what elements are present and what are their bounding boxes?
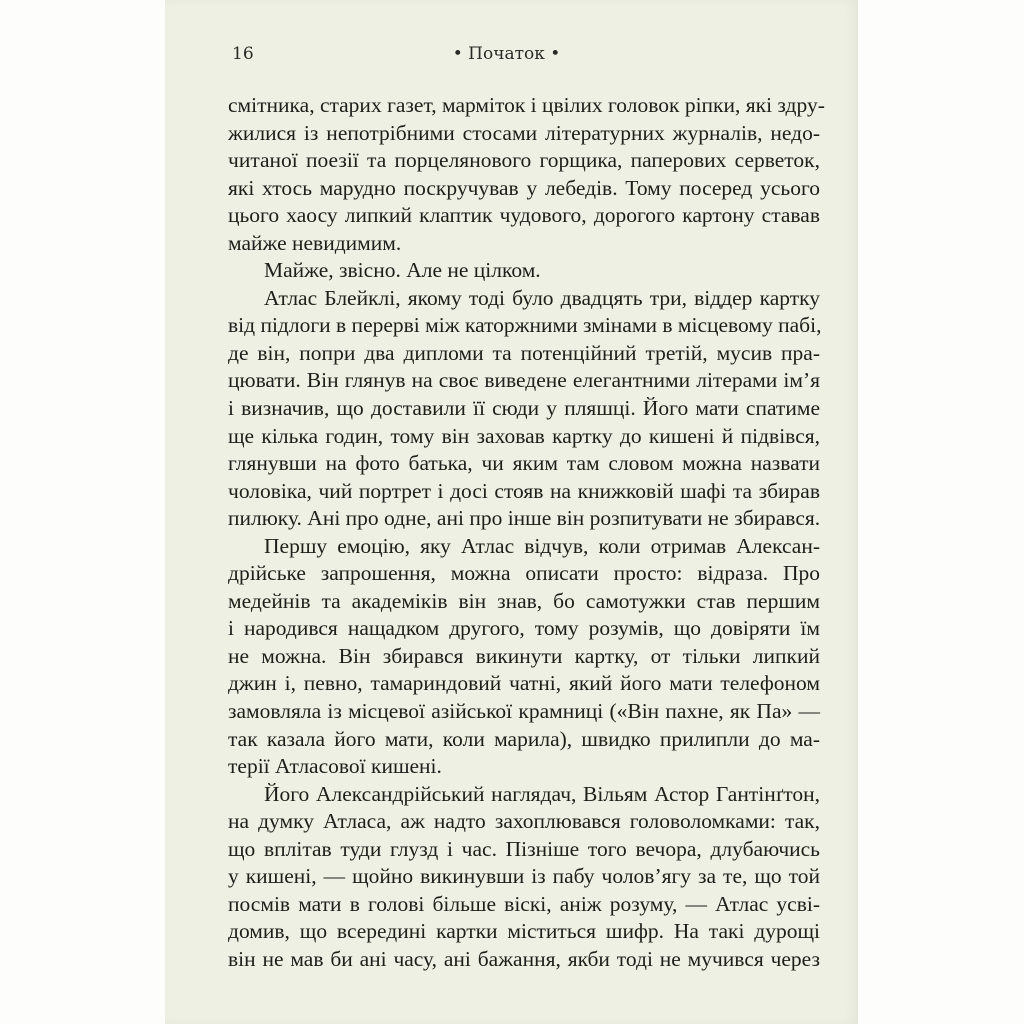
text-line: ще кілька годин, тому він заховав картку до кишені й підвівся, xyxy=(228,423,820,448)
text-line: так казала його мати, коли марила), швидко прилипли до ма- xyxy=(228,726,820,751)
running-title: • Початок • xyxy=(452,44,561,64)
text-line: медейнів та академіків він знав, бо самотужки став першим xyxy=(228,588,820,613)
text-line: і визначив, що доставили її сюди у пляшці. Його мати спатиме xyxy=(228,396,820,421)
text-line: у кишені, — щойно викинувши із пабу чолов’ягу за те, що той xyxy=(228,864,820,889)
text-line: смітника, старих газет, марміток і цвілих головок ріпки, які здру- xyxy=(228,93,825,117)
text-line: які хтось марудно поскручував у лебедів. Тому посеред усього xyxy=(228,175,820,200)
text-line: терії Атласової кишені. xyxy=(228,754,442,779)
text-line: цього хаосу липкий клаптик чудового, дорогого картону ставав xyxy=(228,203,820,228)
text-line: майже невидимим. xyxy=(228,230,402,255)
text-line: посмів мати в голові більше віскі, аніж розуму, — Атлас усві- xyxy=(228,891,820,916)
text-line: домив, що всередині картки міститься шифр. На такі дурощі xyxy=(228,919,820,944)
text-line: він не мав би ані часу, ані бажання, якби тоді не мучився через xyxy=(228,946,820,971)
page-number: 16 xyxy=(232,44,254,64)
text-line: що вплітав туди глузд і час. Пізніше того вечора, длубаючись xyxy=(228,836,820,861)
text-line: глянувши на фото батька, чи яким там словом можна назвати xyxy=(228,451,820,476)
text-line: цювати. Він глянув на своє виведене елегантними літерами ім’я xyxy=(228,368,820,393)
text-line: від підлоги в перерві між каторжними змінами в місцевому пабі, xyxy=(228,313,822,338)
text-line: дрійське запрошення, можна описати просто: відраза. Про xyxy=(228,561,820,586)
text-line: чоловіка, чий портрет і досі стояв на книжковій шафі та збирав xyxy=(228,478,820,503)
text-line: читаної поезії та порцелянового горщика, паперових серветок, xyxy=(228,148,820,173)
text-line: пилюку. Ані про одне, ані про інше він розпитувати не збирався. xyxy=(228,506,821,531)
book-page xyxy=(165,0,858,1024)
text-line: джин і, певно, тамариндовий чатні, який його мати телефоном xyxy=(228,671,820,696)
text-line: і народився нащадком другого, тому розумів, що довіряти їм xyxy=(228,616,820,641)
text-line: Його Александрійський наглядач, Вільям Астор Гантінґтон, xyxy=(264,781,820,806)
text-line: де він, попри два дипломи та потенційний третій, мусив пра- xyxy=(228,340,820,365)
text-line: Атлас Блейклі, якому тоді було двадцять три, віддер картку xyxy=(264,285,820,310)
text-line: жилися із непотрібними стосами літературних журналів, недо- xyxy=(228,120,820,145)
text-line: замовляла із місцевої азійської крамниці («Він пахне, як Па» — xyxy=(228,699,820,724)
body-text xyxy=(228,92,825,974)
text-line: Майже, звісно. Але не цілком. xyxy=(264,258,541,283)
text-line: не можна. Він збирався викинути картку, от тільки липкий xyxy=(228,643,820,668)
text-line: на думку Атласа, аж надто захоплювався головоломками: так, xyxy=(228,809,820,834)
text-line: Першу емоцію, яку Атлас відчув, коли отримав Алексан- xyxy=(264,533,820,558)
